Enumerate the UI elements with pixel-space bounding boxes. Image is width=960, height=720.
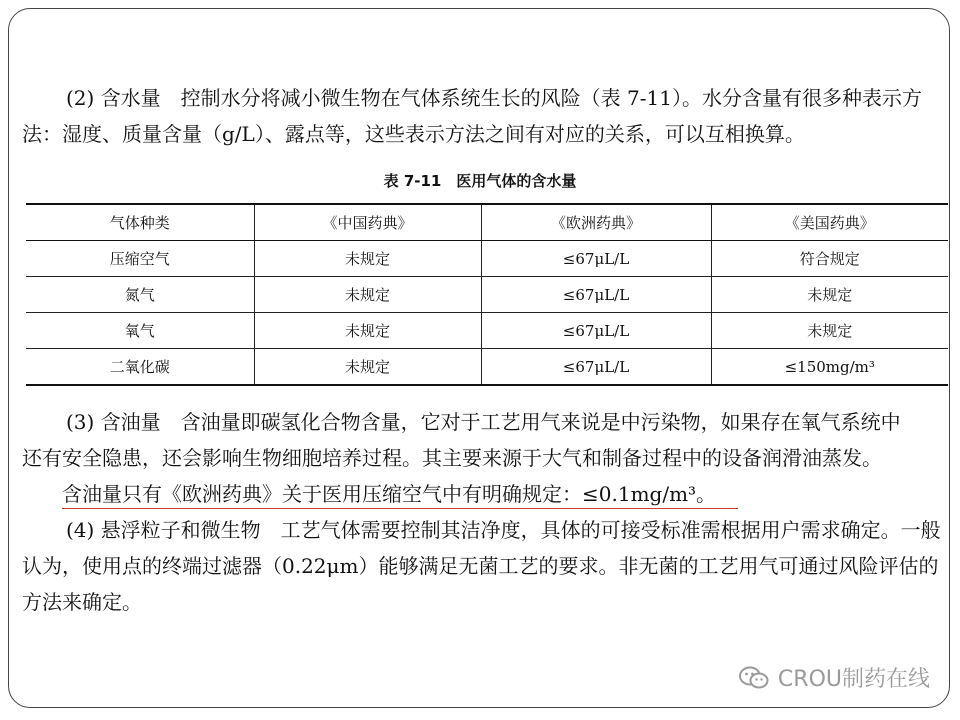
paragraph-particles-microbes: (4) 悬浮粒子和微生物 工艺气体需要控制其洁净度，具体的可接受标准需根据用户需求确定。一般认为，使用点的终端过滤器（0.22μm）能够满足无菌工艺的要求。非无菌的工艺用气可通过风险评估的方法来确定。 bbox=[22, 518, 941, 614]
header-chinese-pharmacopoeia: 《中国药典》 bbox=[254, 204, 481, 241]
header-european-pharmacopoeia: 《欧洲药典》 bbox=[481, 204, 711, 241]
paragraph-water-content: (2) 含水量 控制水分将减小微生物在气体系统生长的风险（表 7-11）。水分含量有很多种表示方法：湿度、质量含量（g/L）、露点等，这些表示方法之间有对应的关系，可以互相换算。 bbox=[22, 86, 922, 146]
table-cell: ≤150mg/m³ bbox=[711, 349, 948, 386]
header-gas-type: 气体种类 bbox=[26, 204, 254, 241]
table-cell: ≤67μL/L bbox=[481, 313, 711, 349]
table-header-row bbox=[26, 204, 948, 241]
table-caption: 表 7-11 医用气体的含水量 bbox=[383, 172, 577, 190]
table-cell: 未规定 bbox=[254, 349, 481, 386]
oil-content-highlight: 含油量只有《欧洲药典》关于医用压缩空气中有明确规定：≤0.1mg/m³。 bbox=[62, 482, 717, 506]
table-row bbox=[26, 241, 948, 277]
highlight-underline bbox=[62, 508, 738, 509]
oil-content-line-1: (3) 含油量 含油量即碳氢化合物含量，它对于工艺用气来说是中污染物，如果存在氧气系统中 bbox=[66, 410, 901, 434]
table-cell: 氮气 bbox=[26, 277, 254, 313]
table-cell: 氧气 bbox=[26, 313, 254, 349]
wechat-icon bbox=[738, 665, 770, 691]
table-cell: 压缩空气 bbox=[26, 241, 254, 277]
table-cell: ≤67μL/L bbox=[481, 277, 711, 313]
watermark-text: CROU制药在线 bbox=[777, 667, 930, 692]
table-cell: 未规定 bbox=[711, 277, 948, 313]
table-cell: 未规定 bbox=[711, 313, 948, 349]
table-cell: 未规定 bbox=[254, 241, 481, 277]
table-cell: ≤67μL/L bbox=[481, 349, 711, 386]
paragraph-oil-content bbox=[22, 404, 944, 476]
table-row bbox=[26, 349, 948, 386]
oil-content-line-2: 还有安全隐患，还会影响生物细胞培养过程。其主要来源于大气和制备过程中的设备润滑油蒸发。 bbox=[22, 446, 882, 470]
table-cell: 未规定 bbox=[254, 313, 481, 349]
table-row bbox=[26, 277, 948, 313]
table-cell: 符合规定 bbox=[711, 241, 948, 277]
table-cell: ≤67μL/L bbox=[481, 241, 711, 277]
table-cell: 未规定 bbox=[254, 277, 481, 313]
watermark bbox=[738, 662, 930, 693]
table-row bbox=[26, 313, 948, 349]
table-cell: 二氧化碳 bbox=[26, 349, 254, 386]
water-content-table bbox=[26, 203, 948, 386]
header-us-pharmacopoeia: 《美国药典》 bbox=[711, 204, 948, 241]
